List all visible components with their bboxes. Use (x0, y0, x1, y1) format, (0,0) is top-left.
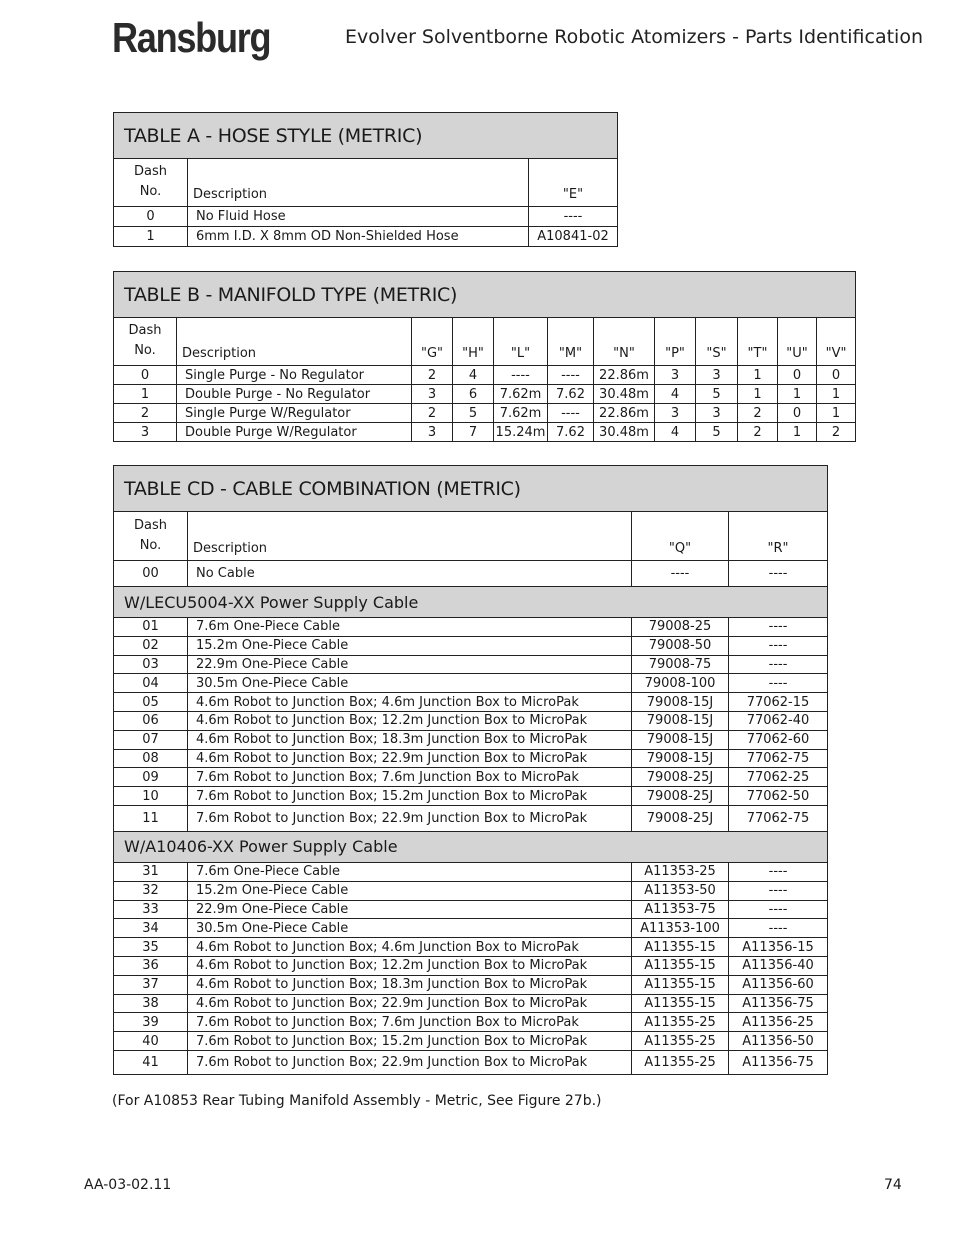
cell-description: 4.6m Robot to Junction Box; 12.2m Junction Box to MicroPak (188, 956, 632, 975)
cell-col-2: 2 (412, 366, 453, 385)
cell-col-4: 15.24m (494, 423, 548, 442)
table-cd-cable-combination (113, 465, 828, 1075)
cell-q: ---- (632, 561, 729, 587)
table-row (114, 561, 828, 587)
cell-dash-no: 2 (114, 404, 177, 423)
cell-description: 7.6m One-Piece Cable (188, 862, 632, 881)
cell-col-2: A11355-15 (632, 938, 729, 957)
cell-col-8: 3 (696, 366, 738, 385)
cell-col-9: 2 (738, 404, 778, 423)
col-header-dash-no: Dash No. (114, 159, 188, 207)
cell-col-2: 79008-100 (632, 674, 729, 693)
cell-description: 7.6m Robot to Junction Box; 22.9m Junction Box to MicroPak (188, 805, 632, 831)
table-row (114, 711, 828, 730)
col-header-e: "E" (529, 159, 618, 207)
cell-dash-no: 11 (114, 805, 188, 831)
cell-dash-no: 06 (114, 711, 188, 730)
table-row (114, 618, 828, 637)
cell-col-3: A11356-50 (729, 1032, 828, 1051)
cell-col-10: 1 (778, 385, 817, 404)
cell-col-2: 79008-15J (632, 749, 729, 768)
cell-description: 30.5m One-Piece Cable (188, 674, 632, 693)
cell-dash-no: 31 (114, 862, 188, 881)
cell-col-3: 77062-50 (729, 787, 828, 806)
table-row (114, 674, 828, 693)
cell-description: 7.6m Robot to Junction Box; 15.2m Junction Box to MicroPak (188, 1032, 632, 1051)
cell-col-2: 79008-15J (632, 711, 729, 730)
col-header-3: "H" (453, 318, 494, 366)
ransburg-logo: Ransburg (112, 14, 271, 61)
col-header-5: "M" (548, 318, 594, 366)
cell-col-6: 22.86m (594, 366, 655, 385)
col-header-6: "N" (594, 318, 655, 366)
cell-col-3: 6 (453, 385, 494, 404)
group-header-a10406: W/A10406-XX Power Supply Cable (114, 831, 828, 862)
cell-col-5: 7.62 (548, 385, 594, 404)
cell-col-3: 5 (453, 404, 494, 423)
col-header-8: "S" (696, 318, 738, 366)
cell-dash-no: 08 (114, 749, 188, 768)
cell-col-3: 4 (453, 366, 494, 385)
cell-dash-no: 03 (114, 655, 188, 674)
cell-col-5: 7.62 (548, 423, 594, 442)
table-row (114, 693, 828, 712)
cell-col-2: 79008-15J (632, 693, 729, 712)
cell-description: 4.6m Robot to Junction Box; 18.3m Junction Box to MicroPak (188, 975, 632, 994)
cell-col-2: 79008-25J (632, 805, 729, 831)
cell-col-2: 3 (412, 385, 453, 404)
cell-col-11: 1 (817, 404, 856, 423)
cell-col-2: A11355-15 (632, 994, 729, 1013)
cell-col-2: 79008-25J (632, 787, 729, 806)
cell-col-8: 5 (696, 385, 738, 404)
table-row (114, 768, 828, 787)
cell-col-3: ---- (729, 900, 828, 919)
cell-col-3: ---- (729, 636, 828, 655)
cell-description: Single Purge W/Regulator (177, 404, 412, 423)
table-row (114, 1013, 828, 1032)
col-header-0: Dash No. (114, 318, 177, 366)
cell-dash-no: 1 (114, 227, 188, 247)
cell-col-4: 7.62m (494, 385, 548, 404)
cell-col-2: 3 (412, 423, 453, 442)
cell-dash-no: 3 (114, 423, 177, 442)
cell-dash-no: 04 (114, 674, 188, 693)
cell-description: 4.6m Robot to Junction Box; 12.2m Junction Box to MicroPak (188, 711, 632, 730)
col-header-q: "Q" (632, 512, 729, 561)
cell-col-3: 77062-75 (729, 749, 828, 768)
cell-col-2: ---- (529, 207, 618, 227)
table-row (114, 787, 828, 806)
cell-description: 7.6m Robot to Junction Box; 7.6m Junction Box to MicroPak (188, 1013, 632, 1032)
cell-col-6: 30.48m (594, 385, 655, 404)
cell-col-3: 7 (453, 423, 494, 442)
cell-col-2: A11355-25 (632, 1013, 729, 1032)
table-row (114, 636, 828, 655)
col-header-10: "U" (778, 318, 817, 366)
cell-col-3: ---- (729, 881, 828, 900)
table-row (114, 385, 856, 404)
cell-description: 4.6m Robot to Junction Box; 22.9m Junction Box to MicroPak (188, 994, 632, 1013)
cell-dash-no: 39 (114, 1013, 188, 1032)
cell-dash-no: 10 (114, 787, 188, 806)
table-b-manifold-type (113, 271, 856, 442)
cell-dash-no: 02 (114, 636, 188, 655)
table-row (114, 749, 828, 768)
cell-dash-no: 01 (114, 618, 188, 637)
cell-dash-no: 32 (114, 881, 188, 900)
cell-col-9: 2 (738, 423, 778, 442)
cell-col-10: 0 (778, 404, 817, 423)
table-row (114, 227, 618, 247)
cell-dash-no: 38 (114, 994, 188, 1013)
table-b-title: TABLE B - MANIFOLD TYPE (METRIC) (114, 272, 856, 318)
cell-dash-no: 00 (114, 561, 188, 587)
cell-description: 7.6m One-Piece Cable (188, 618, 632, 637)
cell-col-2: A10841-02 (529, 227, 618, 247)
table-row (114, 919, 828, 938)
cell-col-3: 77062-25 (729, 768, 828, 787)
cell-col-3: A11356-60 (729, 975, 828, 994)
cell-col-2: 79008-15J (632, 730, 729, 749)
col-header-4: "L" (494, 318, 548, 366)
cell-description: 4.6m Robot to Junction Box; 18.3m Junction Box to MicroPak (188, 730, 632, 749)
table-row (114, 423, 856, 442)
footnote: (For A10853 Rear Tubing Manifold Assembly - Metric, See Figure 27b.) (112, 1093, 602, 1109)
cell-description: 7.6m Robot to Junction Box; 22.9m Junction Box to MicroPak (188, 1050, 632, 1074)
cell-col-3: A11356-75 (729, 1050, 828, 1074)
cell-col-11: 1 (817, 385, 856, 404)
cell-col-2: 79008-25J (632, 768, 729, 787)
table-row (114, 805, 828, 831)
cell-col-3: 77062-75 (729, 805, 828, 831)
cell-col-3: ---- (729, 655, 828, 674)
cell-dash-no: 0 (114, 366, 177, 385)
cell-description: No Cable (188, 561, 632, 587)
cell-col-5: ---- (548, 404, 594, 423)
cell-col-11: 2 (817, 423, 856, 442)
document-title: Evolver Solventborne Robotic Atomizers - Parts Identification (345, 26, 923, 48)
cell-description: Double Purge - No Regulator (177, 385, 412, 404)
group-header-lecu5004: W/LECU5004-XX Power Supply Cable (114, 587, 828, 618)
cell-col-3: A11356-75 (729, 994, 828, 1013)
col-header-description: Description (188, 512, 632, 561)
cell-col-8: 3 (696, 404, 738, 423)
table-row (114, 655, 828, 674)
cell-col-3: 77062-60 (729, 730, 828, 749)
col-header-dash-no: Dash No. (114, 512, 188, 561)
cell-description: 4.6m Robot to Junction Box; 4.6m Junction Box to MicroPak (188, 938, 632, 957)
cell-description: 7.6m Robot to Junction Box; 15.2m Junction Box to MicroPak (188, 787, 632, 806)
cell-dash-no: 1 (114, 385, 177, 404)
cell-r: ---- (729, 561, 828, 587)
cell-dash-no: 0 (114, 207, 188, 227)
cell-col-7: 4 (655, 385, 696, 404)
col-header-2: "G" (412, 318, 453, 366)
cell-col-6: 30.48m (594, 423, 655, 442)
cell-dash-no: 40 (114, 1032, 188, 1051)
cell-col-4: 7.62m (494, 404, 548, 423)
cell-description: 22.9m One-Piece Cable (188, 900, 632, 919)
table-row (114, 881, 828, 900)
cell-dash-no: 34 (114, 919, 188, 938)
col-header-9: "T" (738, 318, 778, 366)
cell-col-2: 79008-50 (632, 636, 729, 655)
cell-col-3: A11356-25 (729, 1013, 828, 1032)
cell-col-4: ---- (494, 366, 548, 385)
cell-col-10: 0 (778, 366, 817, 385)
document-number: AA-03-02.11 (84, 1177, 172, 1193)
table-row (114, 862, 828, 881)
cell-dash-no: 37 (114, 975, 188, 994)
cell-description: 30.5m One-Piece Cable (188, 919, 632, 938)
cell-col-3: ---- (729, 919, 828, 938)
cell-col-2: A11355-25 (632, 1050, 729, 1074)
table-row (114, 956, 828, 975)
cell-col-2: A11355-15 (632, 956, 729, 975)
cell-col-3: ---- (729, 618, 828, 637)
cell-col-7: 3 (655, 366, 696, 385)
cell-col-3: ---- (729, 674, 828, 693)
table-row (114, 730, 828, 749)
table-row (114, 207, 618, 227)
cell-col-2: A11355-25 (632, 1032, 729, 1051)
table-row (114, 994, 828, 1013)
table-a-title: TABLE A - HOSE STYLE (METRIC) (114, 113, 618, 159)
cell-col-8: 5 (696, 423, 738, 442)
cell-col-11: 0 (817, 366, 856, 385)
col-header-1: Description (177, 318, 412, 366)
col-header-r: "R" (729, 512, 828, 561)
cell-col-2: 2 (412, 404, 453, 423)
table-row (114, 1032, 828, 1051)
table-row (114, 1050, 828, 1074)
col-header-11: "V" (817, 318, 856, 366)
page-number: 74 (884, 1177, 902, 1193)
table-row (114, 938, 828, 957)
cell-description: 15.2m One-Piece Cable (188, 881, 632, 900)
cell-col-2: A11355-15 (632, 975, 729, 994)
cell-description: 15.2m One-Piece Cable (188, 636, 632, 655)
cell-col-2: 79008-75 (632, 655, 729, 674)
cell-col-3: 77062-15 (729, 693, 828, 712)
cell-description: Double Purge W/Regulator (177, 423, 412, 442)
cell-col-3: ---- (729, 862, 828, 881)
cell-col-7: 4 (655, 423, 696, 442)
cell-col-5: ---- (548, 366, 594, 385)
table-row (114, 900, 828, 919)
table-row (114, 404, 856, 423)
cell-col-9: 1 (738, 385, 778, 404)
cell-description: 6mm I.D. X 8mm OD Non-Shielded Hose (188, 227, 529, 247)
cell-dash-no: 36 (114, 956, 188, 975)
cell-col-9: 1 (738, 366, 778, 385)
cell-col-2: A11353-25 (632, 862, 729, 881)
col-header-7: "P" (655, 318, 696, 366)
cell-description: Single Purge - No Regulator (177, 366, 412, 385)
table-a-hose-style (113, 112, 618, 247)
cell-dash-no: 41 (114, 1050, 188, 1074)
cell-col-3: A11356-40 (729, 956, 828, 975)
table-cd-title: TABLE CD - CABLE COMBINATION (METRIC) (114, 466, 828, 512)
cell-dash-no: 07 (114, 730, 188, 749)
cell-description: 22.9m One-Piece Cable (188, 655, 632, 674)
cell-col-10: 1 (778, 423, 817, 442)
cell-description: No Fluid Hose (188, 207, 529, 227)
cell-col-3: A11356-15 (729, 938, 828, 957)
table-row (114, 366, 856, 385)
cell-description: 4.6m Robot to Junction Box; 22.9m Junction Box to MicroPak (188, 749, 632, 768)
cell-col-3: 77062-40 (729, 711, 828, 730)
cell-col-2: A11353-50 (632, 881, 729, 900)
cell-col-7: 3 (655, 404, 696, 423)
cell-dash-no: 05 (114, 693, 188, 712)
cell-description: 4.6m Robot to Junction Box; 4.6m Junction Box to MicroPak (188, 693, 632, 712)
cell-col-6: 22.86m (594, 404, 655, 423)
cell-col-2: A11353-75 (632, 900, 729, 919)
cell-dash-no: 33 (114, 900, 188, 919)
cell-description: 7.6m Robot to Junction Box; 7.6m Junction Box to MicroPak (188, 768, 632, 787)
cell-col-2: 79008-25 (632, 618, 729, 637)
cell-col-2: A11353-100 (632, 919, 729, 938)
cell-dash-no: 35 (114, 938, 188, 957)
table-row (114, 975, 828, 994)
col-header-description: Description (188, 159, 529, 207)
cell-dash-no: 09 (114, 768, 188, 787)
